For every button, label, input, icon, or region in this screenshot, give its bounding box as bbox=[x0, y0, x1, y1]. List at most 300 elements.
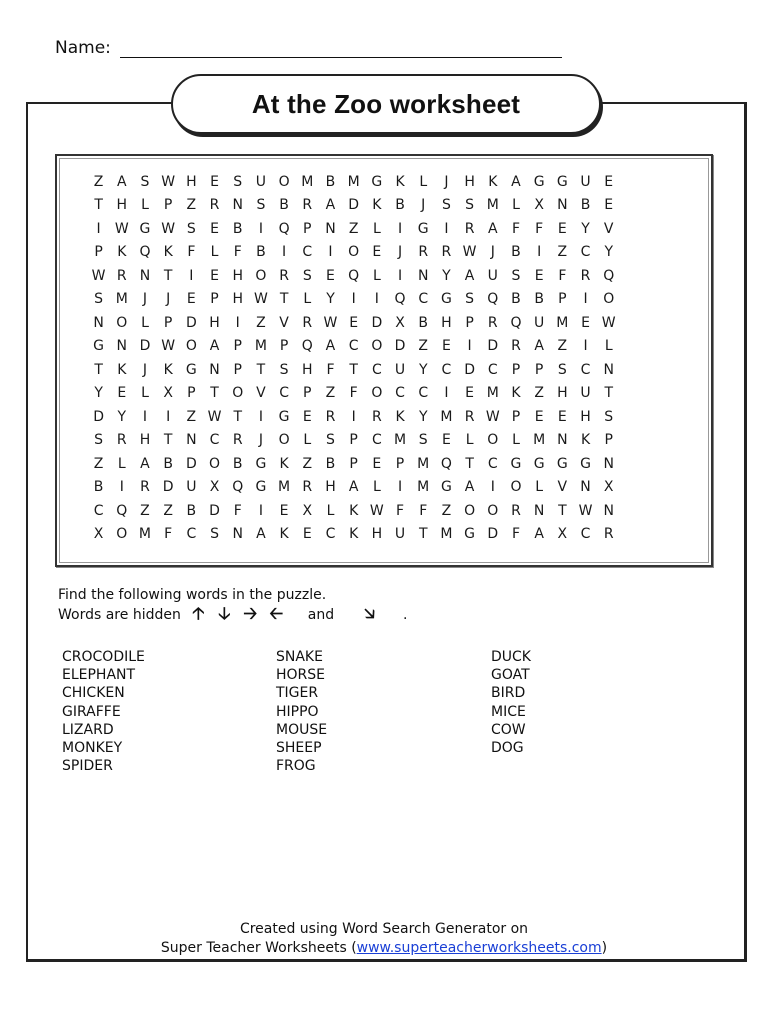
grid-cell[interactable]: Y bbox=[418, 408, 428, 425]
grid-cell[interactable]: R bbox=[464, 408, 475, 425]
grid-cell[interactable]: T bbox=[604, 385, 613, 402]
grid-cell[interactable]: P bbox=[534, 361, 544, 378]
grid-cell[interactable]: O bbox=[348, 244, 360, 261]
grid-cell[interactable]: I bbox=[166, 408, 171, 425]
grid-cell[interactable]: M bbox=[301, 173, 314, 190]
grid-cell[interactable]: A bbox=[511, 173, 521, 190]
grid-cell[interactable]: E bbox=[581, 314, 590, 331]
grid-cell[interactable]: J bbox=[397, 244, 403, 261]
grid-cell[interactable]: Y bbox=[581, 220, 590, 237]
grid-cell[interactable]: C bbox=[302, 244, 313, 261]
grid-cell[interactable]: Z bbox=[302, 455, 313, 472]
grid-cell[interactable]: F bbox=[396, 502, 405, 519]
grid-cell[interactable]: F bbox=[558, 267, 567, 284]
grid-cell[interactable]: Z bbox=[163, 502, 173, 519]
grid-cell[interactable]: L bbox=[604, 338, 613, 355]
grid-cell[interactable]: Z bbox=[186, 408, 197, 425]
grid-cell[interactable]: W bbox=[601, 314, 616, 331]
grid-cell[interactable]: C bbox=[395, 385, 405, 402]
grid-cell[interactable]: C bbox=[93, 502, 104, 519]
footer-link[interactable]: www.superteacherworksheets.com bbox=[356, 940, 602, 956]
grid-cell[interactable]: T bbox=[418, 526, 428, 543]
grid-cell[interactable]: C bbox=[371, 432, 382, 449]
grid-cell[interactable]: Z bbox=[557, 244, 568, 261]
grid-cell[interactable]: M bbox=[347, 173, 360, 190]
grid-cell[interactable]: P bbox=[303, 385, 312, 402]
grid-cell[interactable]: C bbox=[209, 432, 220, 449]
grid-cell[interactable]: E bbox=[326, 267, 335, 284]
grid-cell[interactable]: S bbox=[302, 267, 312, 284]
grid-cell[interactable]: O bbox=[209, 455, 221, 472]
grid-cell[interactable]: B bbox=[534, 291, 544, 308]
grid-cell[interactable]: U bbox=[580, 385, 591, 402]
grid-cell[interactable]: N bbox=[186, 432, 197, 449]
grid-cell[interactable]: B bbox=[511, 244, 521, 261]
grid-cell[interactable]: M bbox=[138, 526, 152, 543]
grid-cell[interactable]: X bbox=[557, 526, 568, 543]
grid-cell[interactable]: L bbox=[372, 267, 381, 284]
grid-cell[interactable]: H bbox=[186, 173, 197, 190]
grid-cell[interactable]: M bbox=[533, 432, 546, 449]
grid-cell[interactable]: E bbox=[210, 220, 219, 237]
grid-cell[interactable]: Y bbox=[326, 291, 335, 308]
grid-cell[interactable]: Y bbox=[442, 267, 451, 284]
grid-cell[interactable]: Q bbox=[116, 502, 128, 519]
grid-cell[interactable]: N bbox=[557, 197, 568, 214]
grid-cell[interactable]: C bbox=[580, 244, 591, 261]
grid-cell[interactable]: E bbox=[441, 338, 451, 355]
grid-cell[interactable]: H bbox=[209, 314, 220, 331]
grid-cell[interactable]: N bbox=[116, 338, 128, 355]
grid-cell[interactable]: R bbox=[487, 314, 498, 331]
grid-cell[interactable]: E bbox=[117, 385, 127, 402]
grid-cell[interactable]: B bbox=[580, 197, 591, 214]
grid-cell[interactable]: A bbox=[209, 338, 220, 355]
grid-cell[interactable]: M bbox=[254, 338, 267, 355]
grid-cell[interactable]: C bbox=[580, 361, 591, 378]
grid-cell[interactable]: A bbox=[325, 338, 336, 355]
grid-cell[interactable]: H bbox=[557, 385, 568, 402]
grid-cell[interactable]: O bbox=[487, 502, 499, 519]
grid-cell[interactable]: C bbox=[418, 291, 429, 308]
grid-cell[interactable]: P bbox=[163, 314, 173, 331]
grid-cell[interactable]: M bbox=[115, 291, 128, 308]
grid-cell[interactable]: P bbox=[511, 361, 521, 378]
grid-cell[interactable]: A bbox=[464, 267, 475, 284]
grid-cell[interactable]: H bbox=[232, 267, 243, 284]
grid-cell[interactable]: L bbox=[303, 432, 312, 449]
grid-cell[interactable]: B bbox=[511, 291, 521, 308]
grid-cell[interactable]: K bbox=[279, 455, 289, 472]
grid-cell[interactable]: J bbox=[258, 432, 263, 449]
grid-cell[interactable]: I bbox=[374, 291, 379, 308]
grid-cell[interactable]: C bbox=[580, 526, 591, 543]
grid-cell[interactable]: F bbox=[535, 220, 544, 237]
grid-cell[interactable]: S bbox=[465, 291, 475, 308]
grid-cell[interactable]: G bbox=[255, 455, 267, 472]
grid-cell[interactable]: E bbox=[604, 173, 614, 190]
grid-cell[interactable]: I bbox=[258, 220, 263, 237]
grid-cell[interactable]: R bbox=[580, 267, 591, 284]
grid-cell[interactable]: E bbox=[372, 244, 382, 261]
grid-cell[interactable]: O bbox=[116, 526, 128, 543]
grid-cell[interactable]: U bbox=[186, 479, 197, 496]
grid-cell[interactable]: G bbox=[93, 338, 105, 355]
grid-cell[interactable]: R bbox=[441, 244, 452, 261]
grid-cell[interactable]: T bbox=[349, 361, 358, 378]
grid-cell[interactable]: F bbox=[187, 244, 196, 261]
grid-cell[interactable]: O bbox=[371, 338, 383, 355]
grid-cell[interactable]: R bbox=[116, 267, 127, 284]
grid-cell[interactable]: M bbox=[417, 455, 430, 472]
grid-cell[interactable]: W bbox=[161, 173, 176, 190]
grid-cell[interactable]: K bbox=[117, 361, 127, 378]
grid-cell[interactable]: C bbox=[348, 338, 359, 355]
grid-cell[interactable]: I bbox=[96, 220, 101, 237]
grid-cell[interactable]: B bbox=[325, 455, 336, 472]
grid-cell[interactable]: K bbox=[349, 502, 359, 519]
grid-cell[interactable]: O bbox=[232, 385, 244, 402]
grid-cell[interactable]: G bbox=[139, 220, 151, 237]
grid-cell[interactable]: S bbox=[511, 267, 521, 284]
grid-cell[interactable]: R bbox=[325, 408, 336, 425]
grid-cell[interactable]: Z bbox=[93, 173, 104, 190]
grid-cell[interactable]: P bbox=[187, 385, 196, 402]
grid-cell[interactable]: R bbox=[418, 244, 429, 261]
grid-cell[interactable]: I bbox=[537, 244, 542, 261]
grid-cell[interactable]: I bbox=[397, 220, 403, 237]
grid-cell[interactable]: S bbox=[140, 173, 150, 190]
grid-cell[interactable]: X bbox=[534, 197, 544, 214]
grid-cell[interactable]: E bbox=[534, 408, 544, 425]
grid-cell[interactable]: T bbox=[163, 432, 173, 449]
grid-cell[interactable]: D bbox=[487, 338, 499, 355]
grid-cell[interactable]: E bbox=[210, 173, 219, 190]
grid-cell[interactable]: B bbox=[186, 502, 197, 519]
grid-cell[interactable]: K bbox=[163, 361, 173, 378]
grid-cell[interactable]: N bbox=[232, 526, 243, 543]
grid-cell[interactable]: S bbox=[279, 361, 289, 378]
grid-cell[interactable]: G bbox=[440, 291, 452, 308]
grid-cell[interactable]: X bbox=[603, 479, 614, 496]
grid-cell[interactable]: W bbox=[462, 244, 477, 261]
grid-cell[interactable]: G bbox=[464, 526, 476, 543]
grid-cell[interactable]: I bbox=[444, 220, 449, 237]
grid-cell[interactable]: G bbox=[533, 455, 545, 472]
grid-cell[interactable]: U bbox=[394, 361, 406, 378]
grid-cell[interactable]: Q bbox=[487, 291, 499, 308]
grid-cell[interactable]: J bbox=[444, 173, 449, 190]
grid-cell[interactable]: K bbox=[395, 173, 405, 190]
grid-cell[interactable]: B bbox=[232, 220, 243, 237]
grid-cell[interactable]: M bbox=[486, 385, 499, 402]
grid-cell[interactable]: T bbox=[210, 385, 219, 402]
grid-cell[interactable]: K bbox=[349, 526, 359, 543]
grid-cell[interactable]: E bbox=[441, 432, 451, 449]
grid-cell[interactable]: X bbox=[163, 385, 173, 402]
grid-cell[interactable]: O bbox=[487, 432, 499, 449]
grid-cell[interactable]: E bbox=[557, 408, 567, 425]
grid-cell[interactable]: P bbox=[465, 314, 474, 331]
grid-cell[interactable]: K bbox=[395, 408, 405, 425]
grid-cell[interactable]: N bbox=[325, 220, 336, 237]
grid-cell[interactable]: J bbox=[142, 291, 148, 308]
grid-cell[interactable]: R bbox=[464, 220, 475, 237]
grid-cell[interactable]: F bbox=[511, 526, 520, 543]
grid-cell[interactable]: J bbox=[142, 361, 148, 378]
grid-cell[interactable]: L bbox=[512, 197, 520, 214]
grid-cell[interactable]: U bbox=[534, 314, 545, 331]
grid-cell[interactable]: Z bbox=[557, 338, 568, 355]
grid-cell[interactable]: D bbox=[209, 502, 220, 519]
grid-cell[interactable]: G bbox=[255, 479, 267, 496]
grid-cell[interactable]: O bbox=[603, 291, 615, 308]
grid-cell[interactable]: Y bbox=[117, 408, 127, 425]
grid-cell[interactable]: G bbox=[185, 361, 197, 378]
grid-cell[interactable]: I bbox=[444, 385, 449, 402]
grid-cell[interactable]: B bbox=[418, 314, 429, 331]
name-input-line[interactable] bbox=[120, 57, 562, 58]
grid-cell[interactable]: L bbox=[141, 314, 149, 331]
grid-cell[interactable]: T bbox=[94, 361, 103, 378]
grid-cell[interactable]: N bbox=[139, 267, 151, 284]
grid-cell[interactable]: P bbox=[94, 244, 103, 261]
grid-cell[interactable]: P bbox=[279, 338, 289, 355]
grid-cell[interactable]: N bbox=[603, 455, 614, 472]
grid-cell[interactable]: A bbox=[325, 197, 336, 214]
grid-cell[interactable]: L bbox=[372, 479, 381, 496]
grid-cell[interactable]: E bbox=[557, 220, 567, 237]
grid-cell[interactable]: A bbox=[140, 455, 150, 472]
grid-cell[interactable]: R bbox=[511, 502, 521, 519]
grid-cell[interactable]: U bbox=[255, 173, 267, 190]
grid-cell[interactable]: P bbox=[604, 432, 613, 449]
grid-cell[interactable]: C bbox=[418, 385, 429, 402]
grid-cell[interactable]: V bbox=[279, 314, 289, 331]
grid-cell[interactable]: D bbox=[185, 314, 197, 331]
grid-cell[interactable]: G bbox=[510, 455, 522, 472]
grid-cell[interactable]: W bbox=[91, 267, 106, 284]
grid-cell[interactable]: G bbox=[440, 479, 452, 496]
grid-cell[interactable]: O bbox=[185, 338, 197, 355]
grid-cell[interactable]: S bbox=[604, 408, 614, 425]
grid-cell[interactable]: P bbox=[233, 361, 242, 378]
grid-cell[interactable]: L bbox=[512, 432, 520, 449]
grid-cell[interactable]: P bbox=[511, 408, 521, 425]
grid-cell[interactable]: F bbox=[164, 526, 173, 543]
grid-cell[interactable]: P bbox=[210, 291, 219, 308]
grid-cell[interactable]: B bbox=[163, 455, 173, 472]
grid-cell[interactable]: L bbox=[372, 220, 381, 237]
grid-cell[interactable]: W bbox=[161, 338, 176, 355]
grid-cell[interactable]: D bbox=[162, 479, 174, 496]
grid-cell[interactable]: Q bbox=[394, 291, 406, 308]
grid-cell[interactable]: T bbox=[256, 361, 266, 378]
grid-cell[interactable]: L bbox=[210, 244, 219, 261]
grid-cell[interactable]: H bbox=[232, 291, 243, 308]
grid-cell[interactable]: W bbox=[369, 502, 384, 519]
grid-cell[interactable]: W bbox=[161, 220, 176, 237]
grid-cell[interactable]: R bbox=[116, 432, 127, 449]
grid-cell[interactable]: C bbox=[371, 361, 382, 378]
grid-cell[interactable]: R bbox=[371, 408, 382, 425]
grid-cell[interactable]: Q bbox=[603, 267, 615, 284]
grid-cell[interactable]: I bbox=[258, 502, 263, 519]
grid-cell[interactable]: H bbox=[580, 408, 591, 425]
grid-cell[interactable]: H bbox=[325, 479, 336, 496]
grid-cell[interactable]: I bbox=[583, 338, 588, 355]
grid-cell[interactable]: A bbox=[464, 479, 475, 496]
grid-cell[interactable]: J bbox=[490, 244, 495, 261]
grid-cell[interactable]: G bbox=[556, 173, 568, 190]
grid-cell[interactable]: R bbox=[603, 526, 614, 543]
grid-cell[interactable]: S bbox=[441, 197, 451, 214]
grid-cell[interactable]: M bbox=[278, 479, 291, 496]
grid-cell[interactable]: K bbox=[163, 244, 173, 261]
grid-cell[interactable]: C bbox=[186, 526, 197, 543]
grid-cell[interactable]: A bbox=[487, 220, 498, 237]
grid-cell[interactable]: F bbox=[419, 502, 428, 519]
grid-cell[interactable]: P bbox=[303, 220, 312, 237]
grid-cell[interactable]: H bbox=[116, 197, 128, 214]
grid-cell[interactable]: Z bbox=[93, 455, 104, 472]
grid-cell[interactable]: O bbox=[278, 432, 290, 449]
grid-cell[interactable]: A bbox=[348, 479, 359, 496]
grid-cell[interactable]: O bbox=[464, 502, 476, 519]
grid-cell[interactable]: I bbox=[142, 408, 148, 425]
grid-cell[interactable]: I bbox=[467, 338, 472, 355]
grid-cell[interactable]: L bbox=[141, 197, 149, 214]
grid-cell[interactable]: E bbox=[534, 267, 544, 284]
grid-cell[interactable]: D bbox=[93, 408, 104, 425]
grid-cell[interactable]: E bbox=[302, 526, 312, 543]
grid-cell[interactable]: W bbox=[485, 408, 500, 425]
grid-cell[interactable]: T bbox=[279, 291, 289, 308]
grid-cell[interactable]: R bbox=[209, 197, 220, 214]
grid-cell[interactable]: T bbox=[233, 408, 242, 425]
grid-cell[interactable]: M bbox=[440, 526, 453, 543]
grid-cell[interactable]: Z bbox=[325, 385, 336, 402]
grid-cell[interactable]: D bbox=[348, 197, 360, 214]
grid-cell[interactable]: G bbox=[417, 220, 429, 237]
grid-cell[interactable]: F bbox=[326, 361, 335, 378]
grid-cell[interactable]: O bbox=[278, 173, 290, 190]
grid-cell[interactable]: H bbox=[302, 361, 313, 378]
grid-cell[interactable]: W bbox=[578, 502, 593, 519]
grid-cell[interactable]: A bbox=[116, 173, 127, 190]
grid-cell[interactable]: V bbox=[603, 220, 614, 237]
grid-cell[interactable]: K bbox=[488, 173, 498, 190]
grid-cell[interactable]: V bbox=[557, 479, 568, 496]
grid-cell[interactable]: O bbox=[255, 267, 267, 284]
grid-cell[interactable]: X bbox=[302, 502, 313, 519]
grid-cell[interactable]: B bbox=[232, 455, 243, 472]
grid-cell[interactable]: Z bbox=[441, 502, 452, 519]
grid-cell[interactable]: S bbox=[418, 432, 428, 449]
grid-cell[interactable]: L bbox=[117, 455, 126, 472]
grid-cell[interactable]: P bbox=[558, 291, 567, 308]
grid-cell[interactable]: X bbox=[93, 526, 104, 543]
grid-cell[interactable]: Q bbox=[348, 267, 360, 284]
grid-cell[interactable]: K bbox=[372, 197, 382, 214]
grid-cell[interactable]: G bbox=[580, 455, 591, 472]
grid-cell[interactable]: S bbox=[94, 432, 104, 449]
grid-cell[interactable]: K bbox=[279, 526, 289, 543]
grid-cell[interactable]: N bbox=[557, 432, 568, 449]
grid-cell[interactable]: Z bbox=[534, 385, 544, 402]
grid-cell[interactable]: I bbox=[235, 314, 240, 331]
grid-cell[interactable]: B bbox=[395, 197, 405, 214]
grid-cell[interactable]: T bbox=[94, 197, 103, 214]
grid-cell[interactable]: Q bbox=[232, 479, 244, 496]
grid-cell[interactable]: D bbox=[464, 361, 475, 378]
grid-cell[interactable]: G bbox=[371, 173, 383, 190]
grid-cell[interactable]: L bbox=[326, 502, 335, 519]
grid-cell[interactable]: I bbox=[119, 479, 124, 496]
grid-cell[interactable]: I bbox=[490, 479, 495, 496]
grid-cell[interactable]: I bbox=[583, 291, 588, 308]
grid-cell[interactable]: E bbox=[465, 385, 475, 402]
grid-cell[interactable]: N bbox=[533, 502, 545, 519]
grid-cell[interactable]: N bbox=[93, 314, 104, 331]
grid-cell[interactable]: E bbox=[186, 291, 196, 308]
grid-cell[interactable]: Z bbox=[348, 220, 359, 237]
grid-cell[interactable]: M bbox=[440, 408, 453, 425]
grid-cell[interactable]: E bbox=[604, 197, 614, 214]
grid-cell[interactable]: H bbox=[464, 173, 475, 190]
grid-cell[interactable]: G bbox=[278, 408, 290, 425]
grid-cell[interactable]: J bbox=[166, 291, 171, 308]
grid-cell[interactable]: A bbox=[534, 526, 544, 543]
grid-cell[interactable]: E bbox=[372, 455, 382, 472]
grid-cell[interactable]: F bbox=[233, 244, 242, 261]
grid-cell[interactable]: N bbox=[232, 197, 243, 214]
grid-cell[interactable]: B bbox=[256, 244, 266, 261]
grid-cell[interactable]: Q bbox=[278, 220, 290, 237]
grid-cell[interactable]: F bbox=[349, 385, 358, 402]
grid-cell[interactable]: S bbox=[465, 197, 475, 214]
grid-cell[interactable]: D bbox=[139, 338, 151, 355]
grid-cell[interactable]: K bbox=[580, 432, 591, 449]
grid-cell[interactable]: F bbox=[511, 220, 520, 237]
grid-cell[interactable]: E bbox=[279, 502, 289, 519]
grid-cell[interactable]: Q bbox=[301, 338, 313, 355]
grid-cell[interactable]: E bbox=[210, 267, 219, 284]
grid-cell[interactable]: E bbox=[349, 314, 359, 331]
grid-cell[interactable]: P bbox=[233, 338, 242, 355]
grid-cell[interactable]: H bbox=[371, 526, 383, 543]
grid-cell[interactable]: H bbox=[139, 432, 151, 449]
grid-cell[interactable]: N bbox=[417, 267, 429, 284]
grid-cell[interactable]: R bbox=[279, 267, 289, 284]
grid-cell[interactable]: C bbox=[441, 361, 452, 378]
grid-cell[interactable]: O bbox=[116, 314, 128, 331]
grid-cell[interactable]: W bbox=[253, 291, 268, 308]
grid-cell[interactable]: O bbox=[510, 479, 522, 496]
grid-cell[interactable]: D bbox=[371, 314, 383, 331]
grid-cell[interactable]: B bbox=[279, 197, 289, 214]
grid-cell[interactable]: D bbox=[487, 526, 499, 543]
grid-cell[interactable]: L bbox=[141, 385, 149, 402]
grid-cell[interactable]: C bbox=[487, 455, 498, 472]
grid-cell[interactable]: K bbox=[117, 244, 127, 261]
grid-cell[interactable]: T bbox=[465, 455, 474, 472]
grid-cell[interactable]: I bbox=[397, 267, 403, 284]
grid-cell[interactable]: V bbox=[256, 385, 266, 402]
grid-cell[interactable]: H bbox=[441, 314, 452, 331]
grid-cell[interactable]: Q bbox=[440, 455, 452, 472]
grid-cell[interactable]: W bbox=[323, 314, 338, 331]
